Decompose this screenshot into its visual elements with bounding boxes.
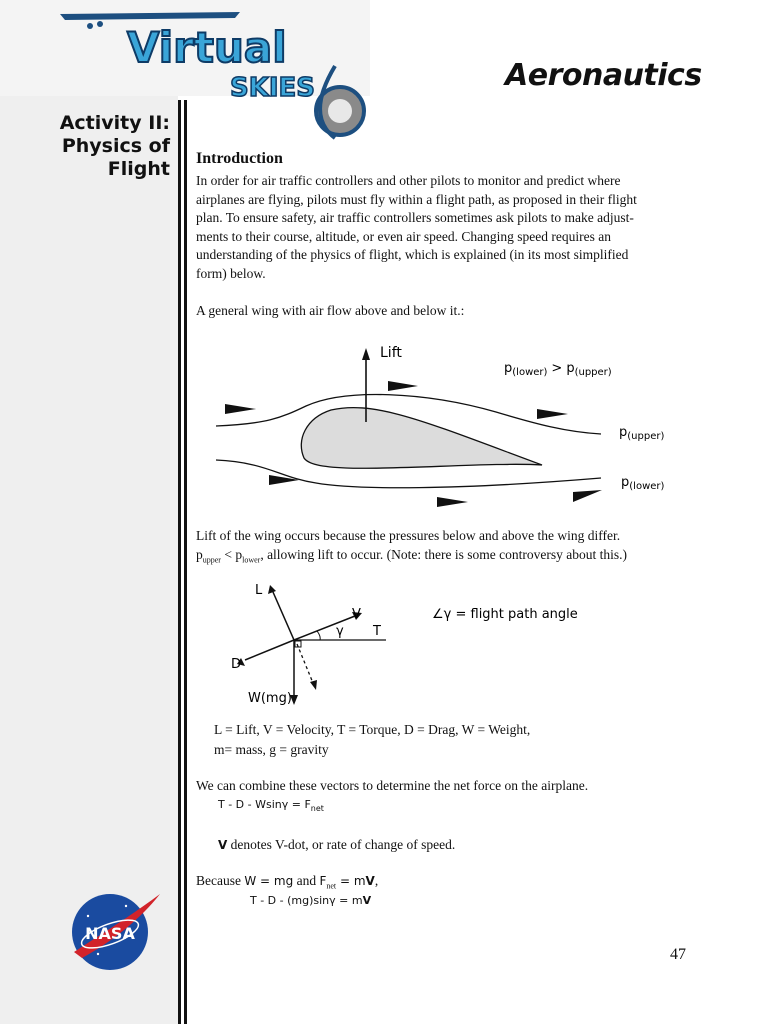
intro-line: plan. To ensure safety, air traffic controllers sometimes ask pilots to make adjust-	[196, 210, 634, 225]
label-gamma: γ	[336, 624, 344, 639]
lift-arrowhead	[362, 348, 370, 360]
force-vector-diagram	[225, 578, 585, 713]
activity-line-3: Flight	[107, 158, 170, 180]
page-number: 47	[670, 946, 686, 963]
flow-arrow	[437, 497, 468, 507]
intro-line: airplanes are flying, pilots must fly within a flight path, as proposed in their flight	[196, 191, 637, 207]
logo-word-virtual: Virtual	[127, 23, 287, 72]
legend-line-2: m= mass, g = gravity	[214, 742, 329, 757]
intro-line: form) below.	[196, 265, 266, 281]
combine-text: We can combine these vectors to determine the net force on the airplane.	[196, 778, 589, 793]
pressure-relation: $p_{(lower)} > p_{(upper)}$	[504, 361, 612, 378]
equation-2: T - D - (mg)sinγ = mV	[250, 894, 372, 907]
lift-paragraph	[196, 527, 696, 570]
symbol-legend	[214, 720, 530, 760]
page-title: Aeronautics	[505, 58, 702, 93]
vdot-note: V denotes V-dot, or rate of change of speed.	[218, 837, 456, 852]
label-t: T	[373, 624, 381, 639]
flow-arrow	[388, 381, 418, 391]
activity-line-2: Physics of	[61, 135, 170, 157]
flow-arrow	[225, 404, 256, 414]
activity-title	[60, 112, 170, 181]
intro-line: In order for air traffic controllers and other pilots to monitor and predict where	[196, 173, 621, 188]
activity-line-1: Activity II:	[59, 112, 170, 134]
logo-word-skies: SKIES	[230, 73, 316, 103]
wing-airflow-diagram	[196, 330, 696, 520]
label-l: L	[255, 583, 263, 598]
flow-arrow	[269, 475, 299, 485]
intro-heading: Introduction	[196, 150, 283, 167]
intro-line: understanding of the physics of flight, which is explained (in its most simplified	[196, 247, 629, 262]
divider-line-1	[178, 100, 181, 1024]
nasa-logo	[68, 888, 162, 974]
sidebar	[0, 96, 178, 1024]
because-line: Because W = mg and $F_{net}$ = mV,	[196, 873, 379, 891]
wing-caption: A general wing with air flow above and below it.:	[196, 303, 465, 318]
flow-arrow	[537, 409, 568, 419]
angle-note: ∠γ = flight path angle	[432, 607, 578, 622]
lift-label: Lift	[380, 345, 402, 361]
intro-line: ments to their course, altitude, or even air speed. Changing speed requires an	[196, 228, 611, 244]
label-v: V	[352, 607, 361, 622]
legend-line-1: L = Lift, V = Velocity, T = Torque, D = Drag, W = Weight,	[214, 722, 531, 737]
l-arrowhead	[268, 585, 276, 594]
lift-line-1: Lift of the wing occurs because the pressures below and above the wing differ.	[196, 528, 621, 543]
label-w: W(mg)	[248, 691, 292, 706]
equation-1: $T - D - Wsin\gamma = F_{net}$	[218, 798, 324, 814]
p-lower-label: $p_{(lower)}$	[621, 475, 665, 492]
airfoil	[301, 408, 542, 469]
intro-paragraph	[196, 172, 696, 283]
divider-line-2	[184, 100, 187, 1024]
nasa-wordmark: NASA	[85, 924, 135, 943]
p-upper-label: $p_{(upper)}$	[619, 425, 665, 442]
lift-line-2: $p_{upper} < p_{lower}$, allowing lift to occur. (Note: there is some controversy about this.)	[196, 546, 627, 565]
flow-arrow	[573, 490, 602, 502]
label-d: D	[231, 657, 242, 672]
